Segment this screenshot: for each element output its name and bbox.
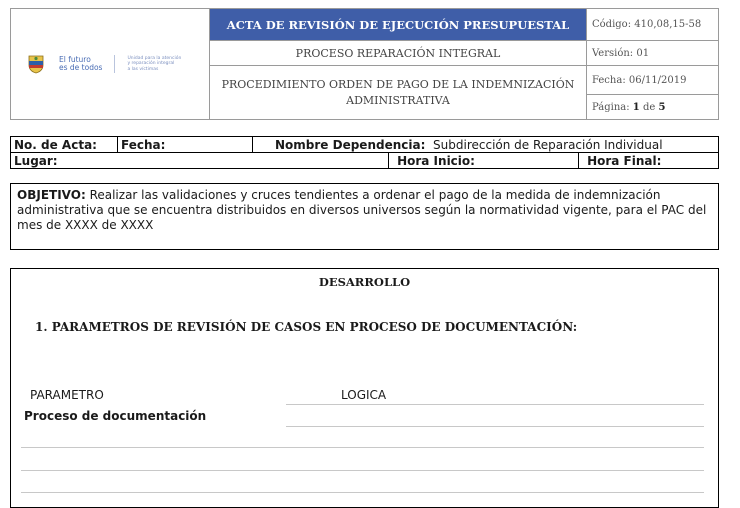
dependency-field xyxy=(253,137,719,153)
page-label: Página: xyxy=(592,101,633,113)
logo-slogan xyxy=(59,56,102,72)
document-title: ACTA DE REVISIÓN DE EJECUCIÓN PRESUPUESTAL xyxy=(210,9,587,41)
logo-divider xyxy=(114,55,115,73)
section-heading: 1. PARAMETROS DE REVISIÓN DE CASOS EN PROCESO DE DOCUMENTACIÓN: xyxy=(35,320,578,334)
table-row-line xyxy=(21,492,704,493)
table-row-line xyxy=(21,470,704,471)
acta-date-field[interactable] xyxy=(118,137,253,153)
document-version: Versión: 01 xyxy=(587,41,719,66)
acta-date-label: Fecha: xyxy=(121,137,166,152)
organization-logo xyxy=(11,53,209,75)
acta-number-field[interactable] xyxy=(11,137,118,153)
acta-number-label: No. de Acta: xyxy=(14,137,97,152)
document-header xyxy=(10,8,719,120)
dependency-value: Subdirección de Reparación Individual xyxy=(433,137,663,152)
start-time-label: Hora Inicio: xyxy=(397,153,475,168)
process-name: PROCESO REPARACIÓN INTEGRAL xyxy=(210,41,587,66)
page-number: 1 xyxy=(632,101,640,113)
location-field[interactable] xyxy=(11,153,389,169)
acta-info-table xyxy=(10,136,719,169)
parameter-row-label: Proceso de documentación xyxy=(24,409,207,423)
logo-entity-line3: a las víctimas xyxy=(127,66,159,72)
development-section xyxy=(10,268,719,508)
logic-column-header: LOGICA xyxy=(341,388,387,402)
page-indicator xyxy=(587,95,719,120)
table-row-line xyxy=(21,447,704,448)
end-time-field[interactable] xyxy=(579,153,719,169)
logo-entity-name xyxy=(127,56,181,73)
header-divider-line xyxy=(286,404,704,405)
end-time-label: Hora Final: xyxy=(587,153,662,168)
objective-label: OBJETIVO: xyxy=(17,188,86,202)
dependency-label: Nombre Dependencia: xyxy=(275,137,426,152)
document-code: Código: 410,08,15-58 xyxy=(587,9,719,41)
objective-box xyxy=(10,183,719,250)
logo-entity-line2: y reparación integral xyxy=(127,61,175,67)
logo-entity-line1: Unidad para la atención xyxy=(127,55,182,61)
development-title: DESARROLLO xyxy=(318,275,411,289)
start-time-field[interactable] xyxy=(389,153,579,169)
procedure-name: PROCEDIMIENTO ORDEN DE PAGO DE LA INDEMNIZACIÓN ADMINISTRATIVA xyxy=(210,66,587,120)
logo-slogan-line1: El futuro xyxy=(59,55,91,64)
logo-slogan-line2: es de todos xyxy=(59,63,103,72)
logic-input-line[interactable] xyxy=(286,426,704,427)
parameter-column-header: PARAMETRO xyxy=(30,388,104,402)
logo-cell xyxy=(11,9,210,120)
location-label: Lugar: xyxy=(14,153,58,168)
page-total: 5 xyxy=(658,101,666,113)
page-separator: de xyxy=(639,101,659,113)
objective-text: Realizar las validaciones y cruces tendientes a ordenar el pago de la medida de indemnización administrativa que se encuentra distribuidos en diversos universos según la normatividad vigente, para el PAC del mes de XXXX de XXXX xyxy=(17,188,707,232)
document-date: Fecha: 06/11/2019 xyxy=(587,66,719,95)
colombia-crest-icon xyxy=(25,53,47,75)
